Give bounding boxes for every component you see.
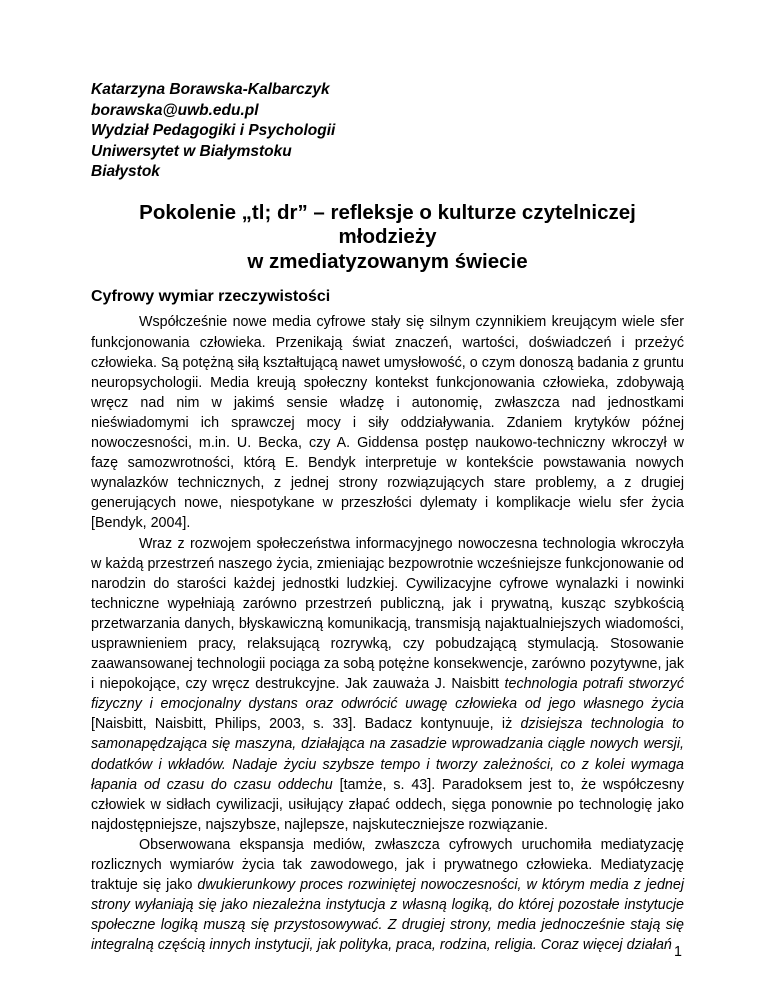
author-university: Uniwersytet w Białymstoku [91,142,292,160]
page-number: 1 [674,944,682,960]
paragraph-2-text-c: [tamże, s. 43]. Paradoksem jest to, że współczesny człowiek w sidłach cywilizacji, usiłujący złapać oddech, sięga ponownie po technologię jako najdostępniejsze, najszybsze, najlepsze, najskuteczniejsze rozwiązanie. [91,776,684,833]
author-block [91,80,684,183]
paper-title-line-2: w zmediatyzowanym świecie [247,249,528,273]
section-heading: Cyfrowy wymiar rzeczywistości [91,288,331,306]
paragraph-3 [91,835,684,956]
author-email: borawska@uwb.edu.pl [91,101,259,119]
paragraph-2-quote-2: dzisiejsza technologia to samonapędzająca się maszyna, działająca na zasadzie wprowadzania ciągle nowych wersji, dodatków i wkładów. Nadaje życiu szybsze tempo i tworzy zależności, co z kolei wymaga łapania od czasu do czasu oddechu [91,716,684,793]
paper-title [91,201,684,275]
author-name: Katarzyna Borawska-Kalbarczyk [91,81,330,98]
paragraph-2-quote-1: technologia potrafi stworzyć fizyczny i emocjonalny dystans oraz odwrócić uwagę człowieka od jego własnego życia [91,676,685,713]
author-faculty: Wydział Pedagogiki i Psychologii [91,122,336,140]
paper-title-line-1: Pokolenie „tl; dr” – refleksje o kulturze czytelniczej młodzieży [139,200,636,249]
paragraph-2-text-b: [Naisbitt, Naisbitt, Philips, 2003, s. 33]. Badacz kontynuuje, iż [91,716,521,733]
body-text [91,312,684,955]
paragraph-3-text-a: Obserwowana ekspansja mediów, zwłaszcza cyfrowych uruchomiła mediatyzację rozlicznych wymiarów życia tak zawodowego, jak i prywatnego człowieka. Mediatyzację traktuje się jako [91,836,684,894]
paragraph-3-quote-1: dwukierunkowy proces rozwiniętej nowoczesności, w którym media z jednej strony wyłaniają się jako niezależna instytucja z własną logiką, do której pozostałe instytucje społeczne logiką muszą się przystosowywać. Z drugiej strony, media jednocześnie stają się integralną częścią innych instytucji, jak polityka, praca, rodzina, religia. Coraz więcej działań [91,877,684,954]
paragraph-2-text-a: Wraz z rozwojem społeczeństwa informacyjnego nowoczesna technologia wkroczyła w każdą przestrzeń naszego życia, zmieniając bezpowrotnie wcześniejsze funkcjonowanie od narodzin do starości każdej jednostki ludzkiej. Cywilizacyjne cyfrowe wynalazki i nowinki techniczne wypełniają zarówno przestrzeń publiczną, jak i prywatną, kusząc szybkością przetwarzania danych, błyskawiczną komunikacją, transmisją najaktualniejszych wiadomości, usprawnieniem pracy, relaksującą rozrywką, czy pobudzającą stymulacją. Stosowanie zaawansowanej technologii pociąga za sobą potężne konsekwencje, zarówno pozytywne, jak i niepokojące, czy wręcz destrukcyjne. Jak zauważa J. Naisbitt [91,535,684,693]
paragraph-2 [91,534,684,835]
paragraph-1: Współcześnie nowe media cyfrowe stały się silnym czynnikiem kreującym wiele sfer funkcjonowania człowieka. Przenikają świat znaczeń, wartości, doświadczeń i przeżyć człowieka. Są potężną siłą kształtującą nawet umysłowość, o czym donoszą badania z gruntu neuropsychologii. Media kreują społeczny kontekst funkcjonowania człowieka, zdobywają wręcz nad nim w jakimś sensie władzę i autonomię, zwłaszcza nad jednostkami nieświadomymi ich sprawczej mocy i siły oddziaływania. Zdaniem krytyków późnej nowoczesności, m.in. U. Becka, czy A. Giddensa postęp naukowo-techniczny wkroczył w fazę samozwrotności, którą E. Bendyk interpretuje w kontekście powstawania nowych wynalazków technicznych, z jednej strony rozwiązujących stare problemy, a z drugiej generujących nowe, niespotykane w przeszłości dylematy i komplikacje wielu sfer życia [Bendyk, 2004]. [91,314,684,532]
author-city: Białystok [91,163,160,181]
